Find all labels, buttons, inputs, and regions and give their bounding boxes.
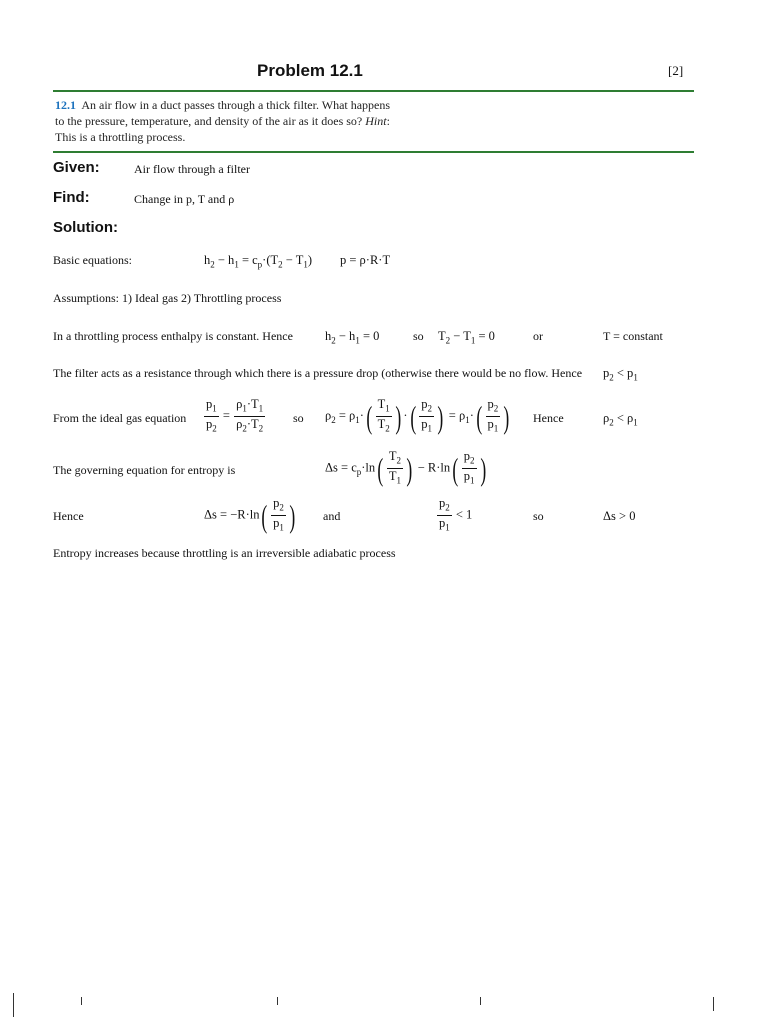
find-label: Find: <box>53 189 90 206</box>
problem-number: 12.1 <box>55 98 76 112</box>
top-divider <box>53 90 694 92</box>
hint-label: Hint <box>365 114 387 128</box>
hint-text: : This is a throttling process. <box>55 114 390 144</box>
assumptions-text: Assumptions: 1) Ideal gas 2) Throttling process <box>53 291 282 305</box>
enthalpy-zero-equation: $h_2 - h_1 = 0$ <box>325 329 380 346</box>
given-value: Air flow through a filter <box>134 162 250 176</box>
hence-label-1: Hence <box>533 411 564 425</box>
page-reference: [2] <box>668 63 684 78</box>
conclusion-text: Entropy increases because throttling is an irreversible adiabatic process <box>53 546 396 560</box>
so-label-2: so <box>293 411 304 425</box>
throttling-text: In a throttling process enthalpy is constant. Hence <box>53 329 293 343</box>
entropy-text: The governing equation for entropy is <box>53 463 236 477</box>
so-label-1: so <box>413 329 424 343</box>
bottom-divider <box>53 151 694 153</box>
basic-equations-label: Basic equations: <box>53 253 132 267</box>
temperature-zero-equation: $T_2 - T_1 = 0$ <box>438 329 495 346</box>
hence-label-2: Hence <box>53 509 84 523</box>
or-label: or <box>533 329 543 343</box>
less-than-one: < 1 <box>455 507 473 522</box>
problem-text: An air flow in a duct passes through a thick filter. What happens to the pressure, temperature, and density of the air as it does so? <box>55 98 391 128</box>
bottom-tick-mark <box>81 997 82 1005</box>
bottom-tick-mark <box>277 997 278 1005</box>
bottom-tick-mark <box>713 997 714 1011</box>
pressure-drop-inequality: $p_2 < p_1$ <box>603 366 638 383</box>
pressure-ratio-inequality: $\frac{p_2}{p_1}$ < 1 <box>439 496 473 532</box>
find-value: Change in p, T and ρ <box>134 192 235 206</box>
ideal-gas-text: From the ideal gas equation <box>53 411 187 425</box>
given-label: Given: <box>53 159 100 176</box>
ratio-equation: $\frac{p_1}{p_2}$ = $\frac{\rho_1\cdot T_1}{\rho_2\cdot T_2}$ <box>206 397 264 433</box>
entropy-result-equation: Δs = −R·ln( $\frac{p_2}{p_1}$ ) <box>204 496 296 534</box>
entropy-equation: $\Delta s = c_p\cdot\ln$( $\frac{T_2}{T_1}$ ) − R·ln( $\frac{p_2}{p_1}$ ) <box>325 449 486 487</box>
so-label-3: so <box>533 509 544 523</box>
density-equation: $\rho_2 = \rho_1\cdot$( $\frac{T_1}{T_2}$ ) ·( $\frac{p_2}{p_1}$ ) = $\rho_1\cdot$( $\frac{p_2}{p_1}$ ) <box>325 397 510 435</box>
entropy-positive: Δs > 0 <box>603 509 636 523</box>
solution-label: Solution: <box>53 219 118 236</box>
ideal-gas-equation: p = ρ·R·T <box>340 253 391 267</box>
bottom-tick-mark <box>13 993 14 1017</box>
filter-text: The filter acts as a resistance through which there is a pressure drop (otherwise there would be no flow. Hence <box>53 366 583 380</box>
and-label: and <box>323 509 341 523</box>
bottom-tick-mark <box>480 997 481 1005</box>
density-inequality: $\rho_2 < \rho_1$ <box>603 411 638 428</box>
problem-statement <box>55 97 395 145</box>
enthalpy-equation: $h_2 - h_1 = c_p\cdot(T_2 - T_1)$ <box>204 253 313 270</box>
temperature-constant: T = constant <box>603 329 663 343</box>
page-title: Problem 12.1 <box>257 61 363 80</box>
